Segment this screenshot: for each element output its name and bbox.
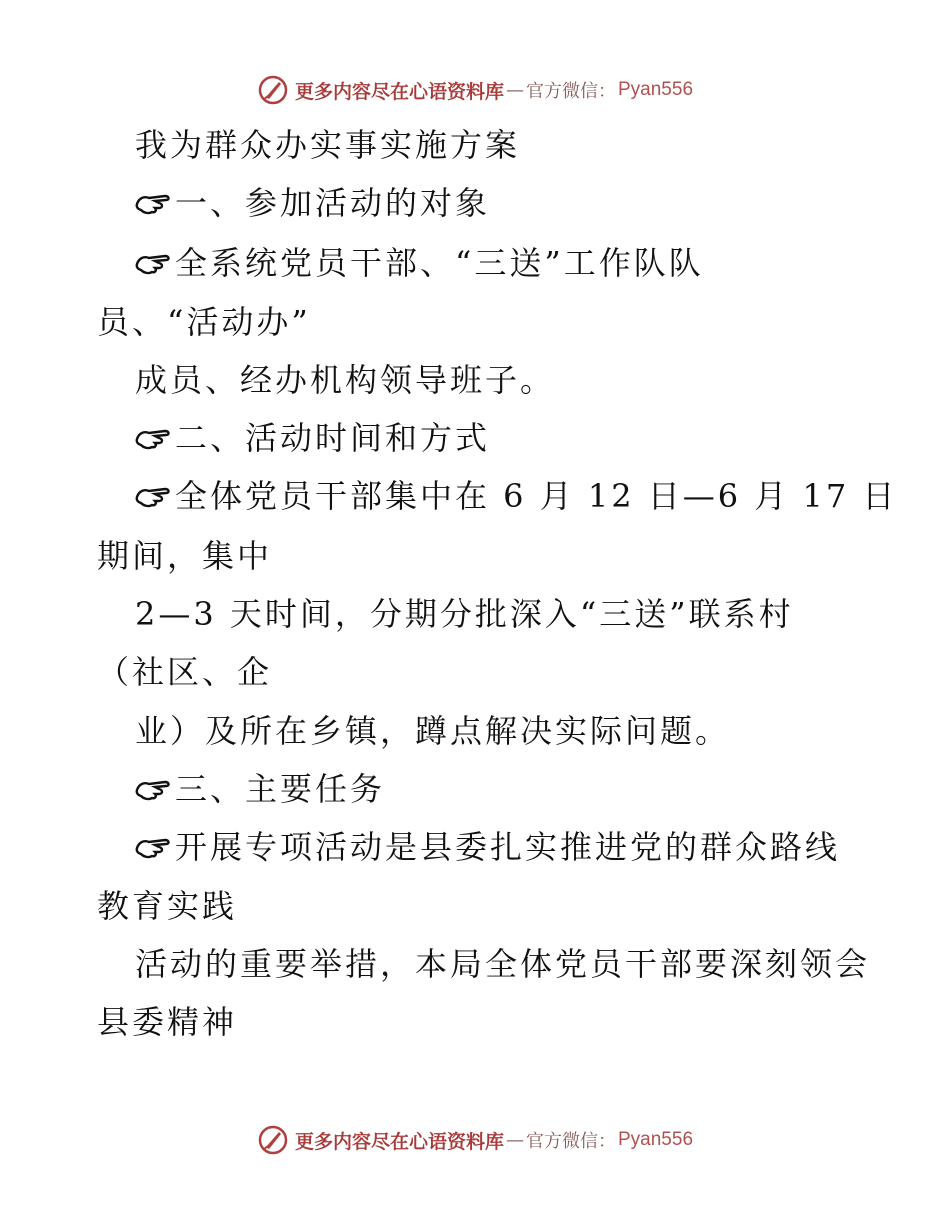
quill-logo-icon	[257, 74, 289, 106]
wechat-account: Pyan556	[618, 79, 694, 100]
hand-pointer-icon	[135, 188, 173, 218]
paragraph-line: 活动的重要举措，本局全体党员干部要深刻领会	[135, 945, 871, 983]
paragraph-line	[135, 827, 840, 867]
hand-pointer-icon	[135, 248, 173, 278]
footer-banner	[0, 1120, 950, 1160]
wechat-label: 官方微信：	[526, 81, 616, 102]
brand-text: 更多内容尽在心语资料库	[294, 80, 504, 103]
paragraph-line: 员、“活动办”	[97, 303, 311, 341]
document-title: 我为群众办实事实施方案	[135, 126, 521, 164]
hand-pointer-icon	[135, 832, 173, 862]
separator: —	[506, 79, 524, 101]
separator: —	[506, 1129, 524, 1151]
quill-logo-icon	[257, 1124, 289, 1156]
paragraph-line: 业）及所在乡镇，蹲点解决实际问题。	[135, 712, 731, 750]
paragraph-line: 成员、经办机构领导班子。	[135, 361, 556, 399]
hand-pointer-icon	[135, 423, 173, 453]
section-heading-2	[135, 418, 490, 458]
section-heading-3	[135, 769, 385, 809]
brand-text: 更多内容尽在心语资料库	[294, 1130, 504, 1153]
wechat-account: Pyan556	[618, 1129, 694, 1150]
header-banner	[0, 70, 950, 110]
line-text: 开展专项活动是县委扎实推进党的群众路线	[175, 828, 841, 866]
line-text: 一、参加活动的对象	[175, 184, 491, 222]
line-text: 二、活动时间和方式	[175, 419, 491, 457]
paragraph-line: 教育实践	[97, 887, 238, 925]
paragraph-line: （社区、企	[97, 653, 273, 691]
wechat-label: 官方微信：	[526, 1131, 616, 1152]
paragraph-line	[135, 243, 704, 283]
hand-pointer-icon	[135, 774, 173, 804]
hand-pointer-icon	[135, 481, 173, 511]
paragraph-line: 期间，集中	[97, 537, 273, 575]
line-text: 全体党员干部集中在 6 月 12 日—6 月 17 日	[175, 477, 898, 515]
line-text: 全系统党员干部、“三送”工作队队	[175, 244, 704, 282]
paragraph-line: 2—3 天时间，分期分批深入“三送”联系村	[135, 595, 794, 633]
paragraph-line	[135, 476, 897, 516]
line-text: 三、主要任务	[175, 770, 386, 808]
section-heading-1	[135, 183, 490, 223]
paragraph-line: 县委精神	[97, 1003, 238, 1041]
